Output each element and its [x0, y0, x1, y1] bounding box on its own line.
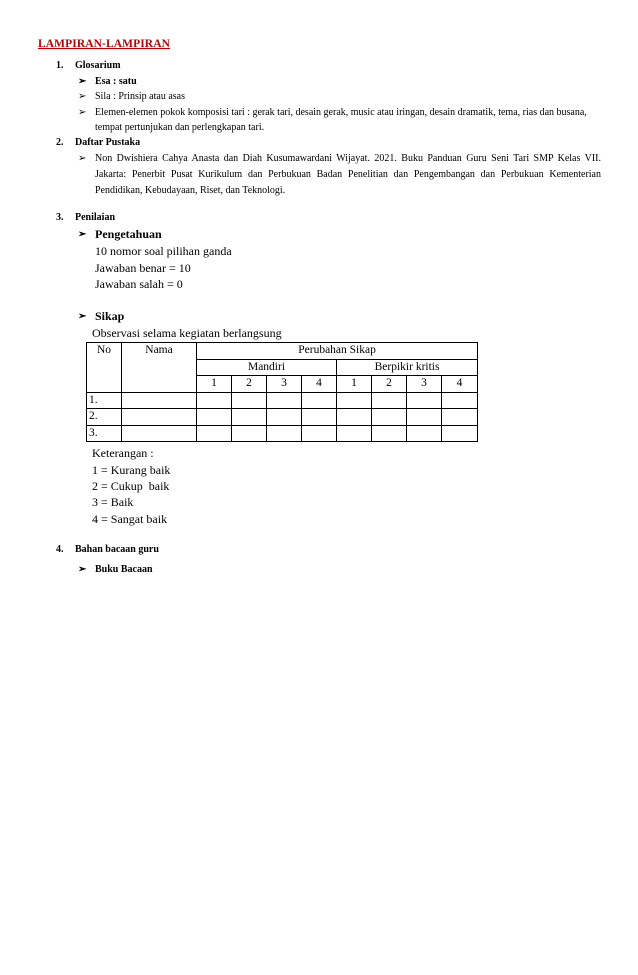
group-header-perubahan-sikap: Perubahan Sikap — [197, 343, 478, 360]
table-cell — [302, 409, 337, 426]
score-header: 2 — [372, 376, 407, 393]
score-header: 1 — [337, 376, 372, 393]
pengetahuan-line-1: 10 nomor soal pilihan ganda — [95, 244, 232, 258]
table-cell — [232, 392, 267, 409]
pengetahuan-line-2: Jawaban benar = 10 — [95, 261, 191, 275]
score-header: 4 — [442, 376, 478, 393]
table-cell — [267, 392, 302, 409]
table-cell — [337, 425, 372, 442]
table-cell — [302, 425, 337, 442]
bullet-arrow-icon: ➢ — [78, 229, 87, 240]
sikap-observation-table — [86, 342, 478, 442]
sub-header-mandiri: Mandiri — [197, 359, 337, 376]
table-cell — [267, 409, 302, 426]
table-row — [87, 425, 478, 442]
table-cell — [407, 425, 442, 442]
table-cell — [122, 425, 197, 442]
keterangan-item-2: 2 = Cukup baik — [92, 479, 170, 493]
table-cell — [232, 409, 267, 426]
score-header: 3 — [267, 376, 302, 393]
score-header: 1 — [197, 376, 232, 393]
table-cell — [372, 392, 407, 409]
table-cell — [337, 392, 372, 409]
table-cell — [442, 392, 478, 409]
bahan-bacaan-item-1: ➢ Buku Bacaan — [78, 564, 153, 575]
score-header: 4 — [302, 376, 337, 393]
table-cell — [197, 409, 232, 426]
bullet-arrow-icon: ➢ — [78, 76, 87, 87]
table-cell — [407, 392, 442, 409]
col-header-nama: Nama — [122, 343, 197, 393]
table-cell — [197, 425, 232, 442]
table-cell — [372, 425, 407, 442]
glosarium-item-1: ➢ Esa : satu — [78, 76, 137, 87]
row-number: 1. — [87, 392, 122, 409]
table-cell — [122, 392, 197, 409]
keterangan-item-4: 4 = Sangat baik — [92, 512, 168, 526]
score-header: 2 — [232, 376, 267, 393]
keterangan-label: Keterangan : — [92, 446, 154, 460]
sub-header-berpikir-kritis: Berpikir kritis — [337, 359, 478, 376]
daftar-pustaka-item-1: ➢ Non Dwishiera Cahya Anasta dan Diah Kusumawardani Wijayat. 2021. Buku Panduan Guru Seni Tari SMP Kelas VII. Jakarta: Penerbit Pusat Kurikulum dan Perbukuan Badan Penelitian dan Pengembangan dan Perbukuan Kementerian Pendidikan, Kebudayaan, Riset, dan Teknologi. — [78, 153, 601, 196]
sikap-heading: ➢ Sikap — [78, 309, 125, 323]
sikap-intro: Observasi selama kegiatan berlangsung — [92, 326, 282, 340]
table-row — [87, 392, 478, 409]
col-header-no: No — [87, 343, 122, 393]
table-cell — [267, 425, 302, 442]
row-number: 2. — [87, 409, 122, 426]
bullet-arrow-icon: ➢ — [78, 153, 87, 164]
table-cell — [442, 409, 478, 426]
bullet-arrow-icon: ➢ — [78, 91, 87, 102]
table-cell — [302, 392, 337, 409]
table-cell — [122, 409, 197, 426]
bullet-arrow-icon: ➢ — [78, 564, 87, 575]
table-row — [87, 409, 478, 426]
pengetahuan-heading: ➢ Pengetahuan — [78, 227, 162, 241]
table-cell — [407, 409, 442, 426]
row-number: 3. — [87, 425, 122, 442]
glosarium-item-2: ➢ Sila : Prinsip atau asas — [78, 91, 185, 102]
section-glosarium-heading: 1. Glosarium — [56, 60, 121, 71]
pengetahuan-line-3: Jawaban salah = 0 — [95, 277, 183, 291]
score-header: 3 — [407, 376, 442, 393]
table-cell — [337, 409, 372, 426]
section-penilaian-heading: 3. Penilaian — [56, 212, 116, 223]
glosarium-item-3: ➢ Elemen-elemen pokok komposisi tari : gerak tari, desain gerak, music atau iringan, desain dramatik, tema, rias dan busana, tempat pertunjukan dan perlengkapan tari. — [78, 107, 587, 133]
bullet-arrow-icon: ➢ — [78, 107, 87, 118]
table-cell — [197, 392, 232, 409]
section-bahan-bacaan-heading: 4. Bahan bacaan guru — [56, 544, 159, 555]
bullet-arrow-icon: ➢ — [78, 311, 87, 322]
page-title: LAMPIRAN-LAMPIRAN — [38, 38, 171, 50]
keterangan-item-1: 1 = Kurang baik — [92, 463, 171, 477]
keterangan-item-3: 3 = Baik — [92, 495, 134, 509]
table-cell — [442, 425, 478, 442]
table-cell — [372, 409, 407, 426]
table-cell — [232, 425, 267, 442]
section-daftar-pustaka-heading: 2. Daftar Pustaka — [56, 137, 141, 148]
